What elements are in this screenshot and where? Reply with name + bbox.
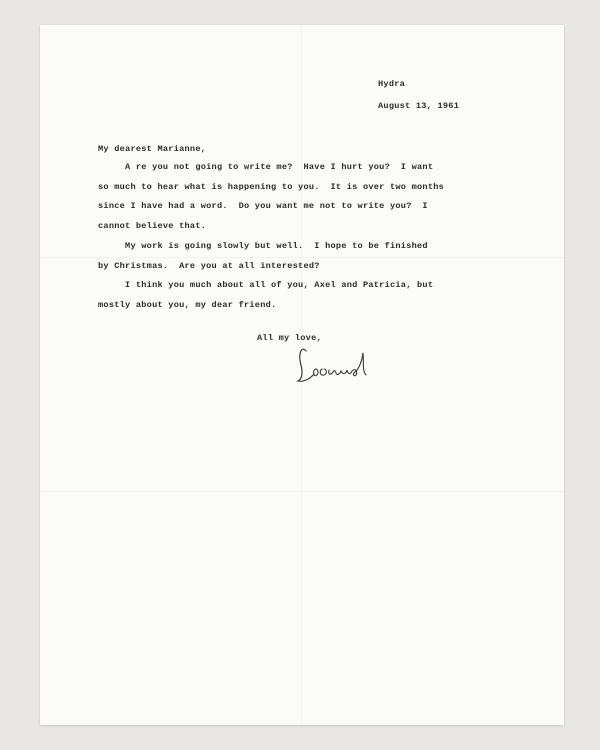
paragraph-3: [98, 276, 433, 315]
fold-line-horizontal-lower: [40, 491, 564, 492]
paragraph-line: A re you not going to write me? Have I hurt you? I want: [98, 162, 434, 172]
letter-closing: All my love,: [257, 333, 322, 343]
letter-salutation: My dearest Marianne,: [98, 144, 207, 154]
paragraph-line: since I have had a word. Do you want me not to write you? I: [98, 201, 428, 212]
paragraph-line: by Christmas. Are you at all interested?: [98, 260, 320, 271]
paragraph-line: mostly about you, my dear friend.: [98, 299, 277, 310]
letter-place: Hydra: [378, 79, 406, 89]
paragraph-2: [98, 237, 428, 276]
letter-date: August 13, 1961: [378, 101, 460, 111]
paragraph-line: cannot believe that.: [98, 220, 207, 231]
paragraph-line: so much to hear what is happening to you. It is over two months: [98, 181, 445, 192]
handwritten-signature: [292, 341, 382, 386]
paragraph-line: I think you much about all of you, Axel and Patricia, but: [98, 280, 434, 290]
letter-paper: [40, 25, 564, 725]
paragraph-1: [98, 158, 444, 236]
paragraph-line: My work is going slowly but well. I hope to be finished: [98, 241, 428, 251]
